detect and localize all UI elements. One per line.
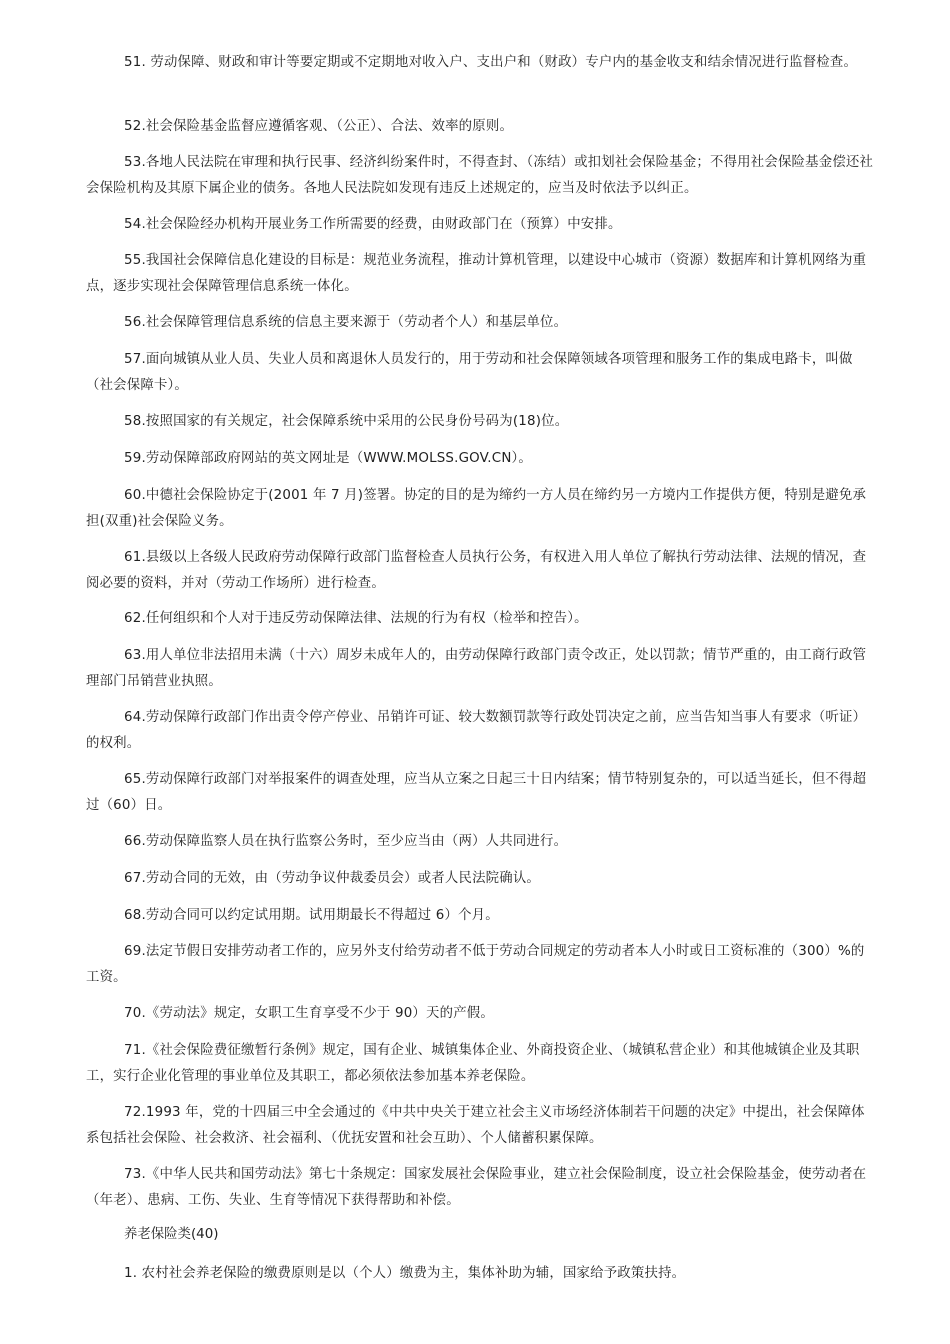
paragraph-72: 72.1993 年，党的十四届三中全会通过的《中共中央关于建立社会主义市场经济体制若干问题的决定》中提出，社会保障体系包括社会保险、社会救济、社会福利、（优抚安置和社会互助）、个人储蓄积累保障。 bbox=[86, 1105, 865, 1146]
paragraph-73: 73.《中华人民共和国劳动法》第七十条规定：国家发展社会保险事业，建立社会保险制度，设立社会保险基金，使劳动者在（年老）、患病、工伤、失业、生育等情况下获得帮助和补偿。 bbox=[86, 1167, 867, 1208]
paragraph-71: 71.《社会保险费征缴暂行条例》规定，国有企业、城镇集体企业、外商投资企业、（城镇私营企业）和其他城镇企业及其职工，实行企业化管理的事业单位及其职工，都必须依法参加基本养老保险。 bbox=[86, 1043, 860, 1084]
paragraph-56: 56.社会保障管理信息系统的信息主要来源于（劳动者个人）和基层单位。 bbox=[124, 315, 568, 330]
paragraph-67: 67.劳动合同的无效，由（劳动争议仲裁委员会）或者人民法院确认。 bbox=[124, 871, 541, 886]
paragraph-59: 59.劳动保障部政府网站的英文网址是（WWW.MOLSS.GOV.CN）。 bbox=[124, 451, 533, 466]
paragraph-54: 54.社会保险经办机构开展业务工作所需要的经费，由财政部门在（预算）中安排。 bbox=[124, 217, 622, 232]
paragraph-66: 66.劳动保障监察人员在执行监察公务时，至少应当由（两）人共同进行。 bbox=[124, 834, 568, 849]
section-heading: 养老保险类(40) bbox=[124, 1227, 219, 1242]
paragraph-55: 55.我国社会保障信息化建设的目标是：规范业务流程，推动计算机管理，以建设中心城市（资源）数据库和计算机网络为重点，逐步实现社会保障管理信息系统一体化。 bbox=[86, 253, 867, 294]
paragraph-60: 60.中德社会保险协定于(2001 年 7 月)签署。协定的目的是为缔约一方人员在缔约另一方境内工作提供方便，特别是避免承担(双重)社会保险义务。 bbox=[86, 488, 867, 529]
paragraph-61: 61.县级以上各级人民政府劳动保障行政部门监督检查人员执行公务，有权进入用人单位了解执行劳动法律、法规的情况，查阅必要的资料，并对（劳动工作场所）进行检查。 bbox=[86, 550, 867, 591]
paragraph-58: 58.按照国家的有关规定，社会保障系统中采用的公民身份号码为(18)位。 bbox=[124, 414, 569, 429]
section-paragraph-1: 1. 农村社会养老保险的缴费原则是以（个人）缴费为主，集体补助为辅，国家给予政策扶持。 bbox=[124, 1266, 686, 1281]
paragraph-64: 64.劳动保障行政部门作出责令停产停业、吊销许可证、较大数额罚款等行政处罚决定之前，应当告知当事人有要求（听证）的权利。 bbox=[86, 710, 867, 751]
paragraph-62: 62.任何组织和个人对于违反劳动保障法律、法规的行为有权（检举和控告）。 bbox=[124, 611, 588, 626]
paragraph-68: 68.劳动合同可以约定试用期。试用期最长不得超过 6）个月。 bbox=[124, 908, 499, 923]
paragraph-53: 53.各地人民法院在审理和执行民事、经济纠纷案件时，不得查封、（冻结）或扣划社会保险基金；不得用社会保险基金偿还社会保险机构及其原下属企业的债务。各地人民法院如发现有违反上述规定的，应当及时依法予以纠正。 bbox=[86, 155, 874, 196]
paragraph-69: 69.法定节假日安排劳动者工作的，应另外支付给劳动者不低于劳动合同规定的劳动者本人小时或日工资标准的（300）%的工资。 bbox=[86, 944, 865, 985]
paragraph-52: 52.社会保险基金监督应遵循客观、（公正）、合法、效率的原则。 bbox=[124, 119, 514, 134]
paragraph-65: 65.劳动保障行政部门对举报案件的调查处理，应当从立案之日起三十日内结案；情节特别复杂的，可以适当延长，但不得超过（60）日。 bbox=[86, 772, 867, 813]
paragraph-70: 70.《劳动法》规定，女职工生育享受不少于 90）天的产假。 bbox=[124, 1006, 494, 1021]
paragraph-57: 57.面向城镇从业人员、失业人员和离退休人员发行的，用于劳动和社会保障领域各项管理和服务工作的集成电路卡，叫做（社会保障卡）。 bbox=[86, 352, 853, 393]
paragraph-63: 63.用人单位非法招用未满（十六）周岁未成年人的，由劳动保障行政部门责令改正，处以罚款；情节严重的，由工商行政管理部门吊销营业执照。 bbox=[86, 648, 867, 689]
paragraph-51: 51. 劳动保障、财政和审计等要定期或不定期地对收入户、支出户和（财政）专户内的基金收支和结余情况进行监督检查。 bbox=[124, 55, 858, 70]
